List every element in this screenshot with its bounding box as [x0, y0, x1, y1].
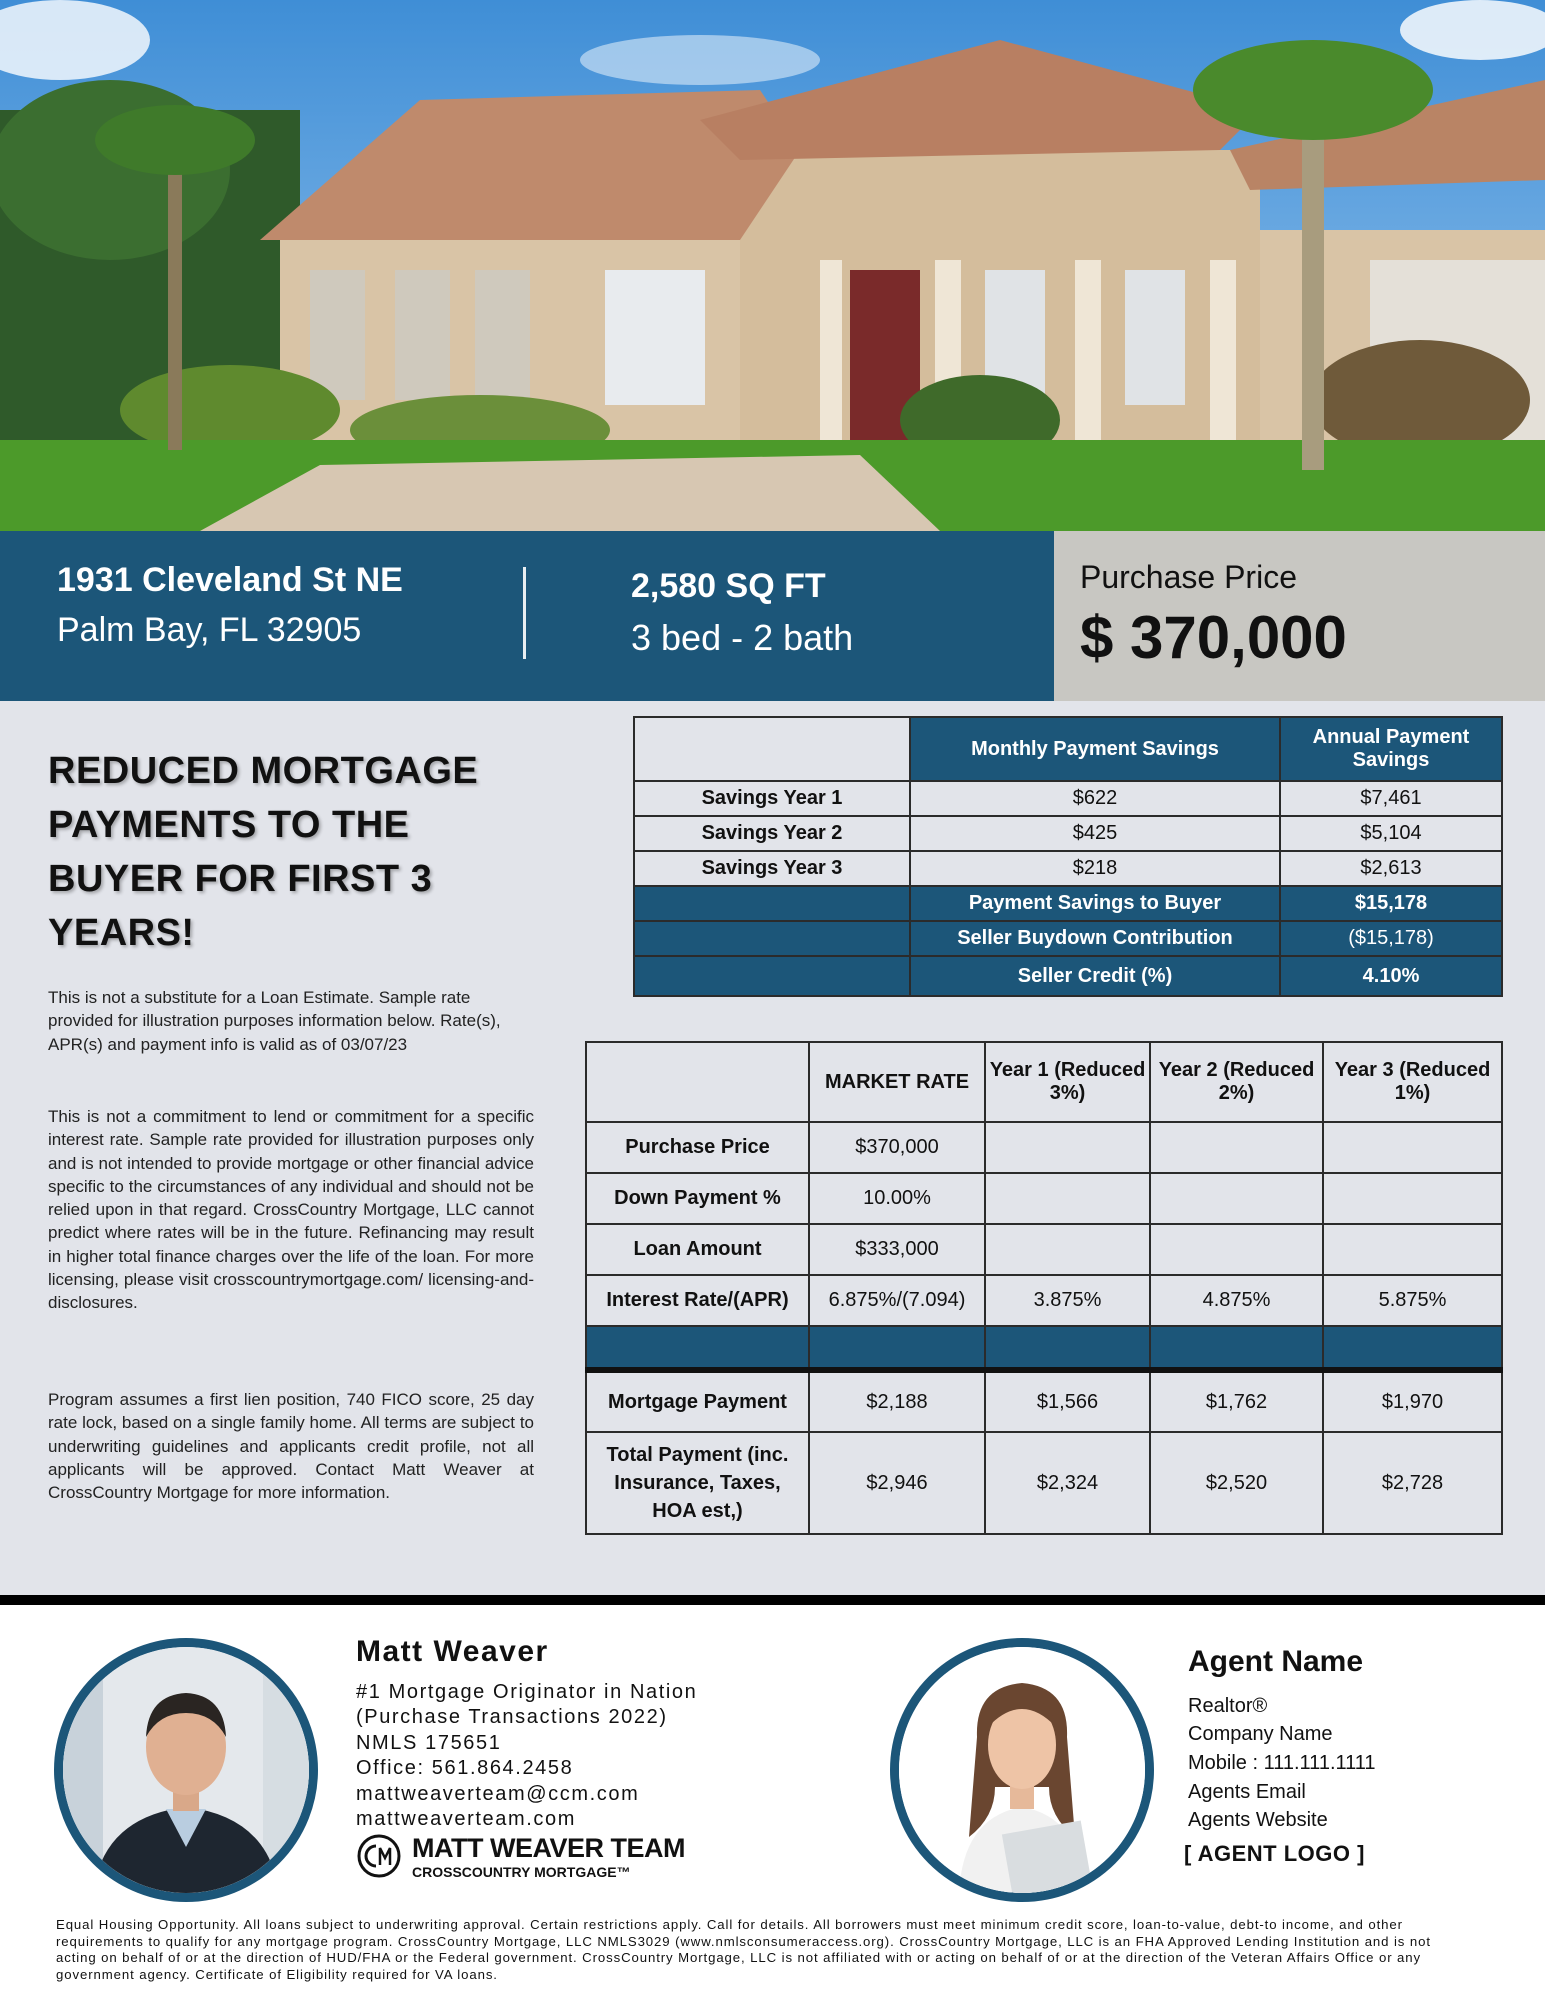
loan-officer-email[interactable]: mattweaverteam@ccm.com	[356, 1783, 640, 1805]
table-cell	[985, 1122, 1150, 1173]
row-label: Mortgage Payment	[586, 1370, 809, 1432]
table-cell	[985, 1173, 1150, 1224]
summary-row	[634, 921, 1502, 956]
table-cell: 6.875%/(7.094)	[809, 1275, 985, 1326]
table-cell	[1150, 1173, 1323, 1224]
table-cell: $2,520	[1150, 1432, 1323, 1534]
agent-mobile[interactable]: Mobile : 111.111.1111	[1188, 1752, 1376, 1774]
header-cell	[586, 1042, 809, 1122]
table-cell: $2,613	[1280, 851, 1502, 886]
disclaimer-program: Program assumes a first lien position, 740 FICO score, 25 day rate lock, based on a single family home. All terms are subject to underwriting guidelines and applicants credit profile, not all applicants will be approved. Contact Matt Weaver at CrossCountry Mortgage for more information.	[48, 1390, 534, 1503]
table-cell: 5.875%	[1323, 1275, 1502, 1326]
row-label: Interest Rate/(APR)	[586, 1275, 809, 1326]
house-photo	[0, 0, 1545, 531]
legal-fineprint: Equal Housing Opportunity. All loans subject to underwriting approval. Certain restrictions apply. Call for details. All borrowers must meet minimum credit score, loan-to-value, debt-to income, and other requirements to qualify for any mortgage program. CrossCountry Mortgage, LLC NMLS3029 (www.nmlsconsumeraccess.org). CrossCountry Mortgage, LLC is an FHA Approved Lending Institution and is not acting on behalf of or at the direction of HUD/FHA or the Federal government. CrossCountry Mortgage, LLC is not affiliated with or acting on behalf of or at the direction of the Veteran Affairs Office or any government agency. Certificate of Eligibility required for VA loans.	[56, 1917, 1431, 1982]
table-cell: $7,461	[1280, 781, 1502, 816]
loan-officer-photo	[54, 1638, 318, 1902]
table-cell	[1323, 1122, 1502, 1173]
rate-comparison-table	[585, 1041, 1503, 1535]
table-row	[586, 1224, 1502, 1275]
footer-divider	[0, 1595, 1545, 1605]
total-payment-row	[586, 1432, 1502, 1534]
table-cell: 3.875%	[985, 1275, 1150, 1326]
table-cell	[1323, 1173, 1502, 1224]
row-label: Down Payment %	[586, 1173, 809, 1224]
spacer-row	[586, 1326, 1502, 1370]
table-cell: $2,188	[809, 1370, 985, 1432]
agent-name: Agent Name	[1188, 1645, 1364, 1678]
table-row	[634, 851, 1502, 886]
table-cell	[1150, 1122, 1323, 1173]
table-cell: $1,566	[985, 1370, 1150, 1432]
purchase-price-panel	[1054, 531, 1545, 701]
agent-logo-placeholder: [ AGENT LOGO ]	[1184, 1841, 1365, 1866]
loan-officer-nmls: NMLS 175651	[356, 1732, 502, 1754]
ccm-logo-icon	[356, 1833, 402, 1879]
loan-officer-website[interactable]: mattweaverteam.com	[356, 1808, 576, 1830]
row-label: Total Payment (inc. Insurance, Taxes, HOA est,)	[586, 1432, 809, 1534]
address-street: 1931 Cleveland St NE	[57, 561, 403, 599]
blank-cell	[634, 956, 910, 996]
agent-photo	[890, 1638, 1154, 1902]
table-cell: 4.875%	[1150, 1275, 1323, 1326]
table-cell: $5,104	[1280, 816, 1502, 851]
header-cell: Annual Payment Savings	[1280, 717, 1502, 781]
row-label: Loan Amount	[586, 1224, 809, 1275]
summary-label: Payment Savings to Buyer	[910, 886, 1280, 921]
table-row	[586, 1122, 1502, 1173]
blank-cell	[586, 1326, 809, 1370]
table-cell: $425	[910, 816, 1280, 851]
header-cell: Year 2 (Reduced 2%)	[1150, 1042, 1323, 1122]
table-row	[634, 781, 1502, 816]
blank-cell	[809, 1326, 985, 1370]
summary-row	[634, 886, 1502, 921]
agent-title: Realtor®	[1188, 1695, 1268, 1717]
row-label: Savings Year 2	[634, 816, 910, 851]
summary-value: 4.10%	[1280, 956, 1502, 996]
table-row	[586, 1173, 1502, 1224]
square-footage: 2,580 SQ FT	[631, 567, 826, 605]
table-cell	[985, 1224, 1150, 1275]
summary-label: Seller Buydown Contribution	[910, 921, 1280, 956]
table-cell: $2,728	[1323, 1432, 1502, 1534]
agent-website[interactable]: Agents Website	[1188, 1809, 1328, 1831]
logo-title: MATT WEAVER TEAM	[412, 1833, 685, 1863]
row-label: Purchase Price	[586, 1122, 809, 1173]
table-cell: $333,000	[809, 1224, 985, 1275]
summary-value: $15,178	[1280, 886, 1502, 921]
row-label: Savings Year 1	[634, 781, 910, 816]
table-cell: 10.00%	[809, 1173, 985, 1224]
table-row	[586, 1275, 1502, 1326]
agent-company: Company Name	[1188, 1723, 1333, 1745]
summary-label: Seller Credit (%)	[910, 956, 1280, 996]
savings-table	[633, 716, 1503, 997]
loan-officer-name: Matt Weaver	[356, 1635, 549, 1668]
table-row	[634, 816, 1502, 851]
matt-weaver-team-logo	[356, 1831, 696, 1881]
headline: REDUCED MORTGAGE PAYMENTS TO THE BUYER FOR FIRST 3 YEARS!	[48, 750, 479, 954]
header-cell: Year 3 (Reduced 1%)	[1323, 1042, 1502, 1122]
blank-cell	[985, 1326, 1150, 1370]
blank-cell	[634, 921, 910, 956]
header-cell	[634, 717, 910, 781]
header-cell: Monthly Payment Savings	[910, 717, 1280, 781]
table-cell: $218	[910, 851, 1280, 886]
loan-officer-award: (Purchase Transactions 2022)	[356, 1706, 668, 1728]
table-cell: $2,946	[809, 1432, 985, 1534]
summary-row	[634, 956, 1502, 996]
table-cell	[1150, 1224, 1323, 1275]
disclaimer-commitment: This is not a commitment to lend or commitment for a specific interest rate. Sample rate provided for illustration purposes only and is not intended to provide mortgage or other financial advice specific to the circumstances of any individual and should not be relied upon in that regard. CrossCountry Mortgage, LLC cannot predict where rates will be in the future. Refinancing may result in higher total finance charges over the life of the loan. For more licensing, please visit crosscountrymortgage.com/ licensing-and-disclosures.	[48, 1107, 534, 1313]
disclaimer-loan-estimate: This is not a substitute for a Loan Estimate. Sample rate provided for illustration purposes information below. Rate(s), APR(s) and payment info is valid as of 03/07/23	[48, 988, 501, 1054]
savings-table-header	[634, 717, 1502, 781]
beds-baths: 3 bed - 2 bath	[631, 617, 854, 658]
table-cell: $370,000	[809, 1122, 985, 1173]
table-cell: $1,762	[1150, 1370, 1323, 1432]
table-cell: $622	[910, 781, 1280, 816]
table-cell	[1323, 1224, 1502, 1275]
loan-officer-title: #1 Mortgage Originator in Nation	[356, 1681, 698, 1703]
blank-cell	[1323, 1326, 1502, 1370]
blank-cell	[1150, 1326, 1323, 1370]
table-cell: $1,970	[1323, 1370, 1502, 1432]
rate-table-header	[586, 1042, 1502, 1122]
blank-cell	[634, 886, 910, 921]
band-divider	[523, 567, 526, 659]
purchase-price-label: Purchase Price	[1080, 559, 1297, 595]
row-label: Savings Year 3	[634, 851, 910, 886]
logo-subtitle: CROSSCOUNTRY MORTGAGE™	[412, 1864, 631, 1880]
loan-officer-phone[interactable]: Office: 561.864.2458	[356, 1757, 574, 1779]
footer	[0, 1605, 1545, 2000]
purchase-price-value: $ 370,000	[1080, 604, 1347, 671]
agent-email[interactable]: Agents Email	[1188, 1781, 1306, 1803]
address-city: Palm Bay, FL 32905	[57, 611, 362, 649]
listing-info-band	[0, 531, 1054, 701]
header-cell: MARKET RATE	[809, 1042, 985, 1122]
summary-value: ($15,178)	[1280, 921, 1502, 956]
mortgage-payment-row	[586, 1370, 1502, 1432]
table-cell: $2,324	[985, 1432, 1150, 1534]
header-cell: Year 1 (Reduced 3%)	[985, 1042, 1150, 1122]
